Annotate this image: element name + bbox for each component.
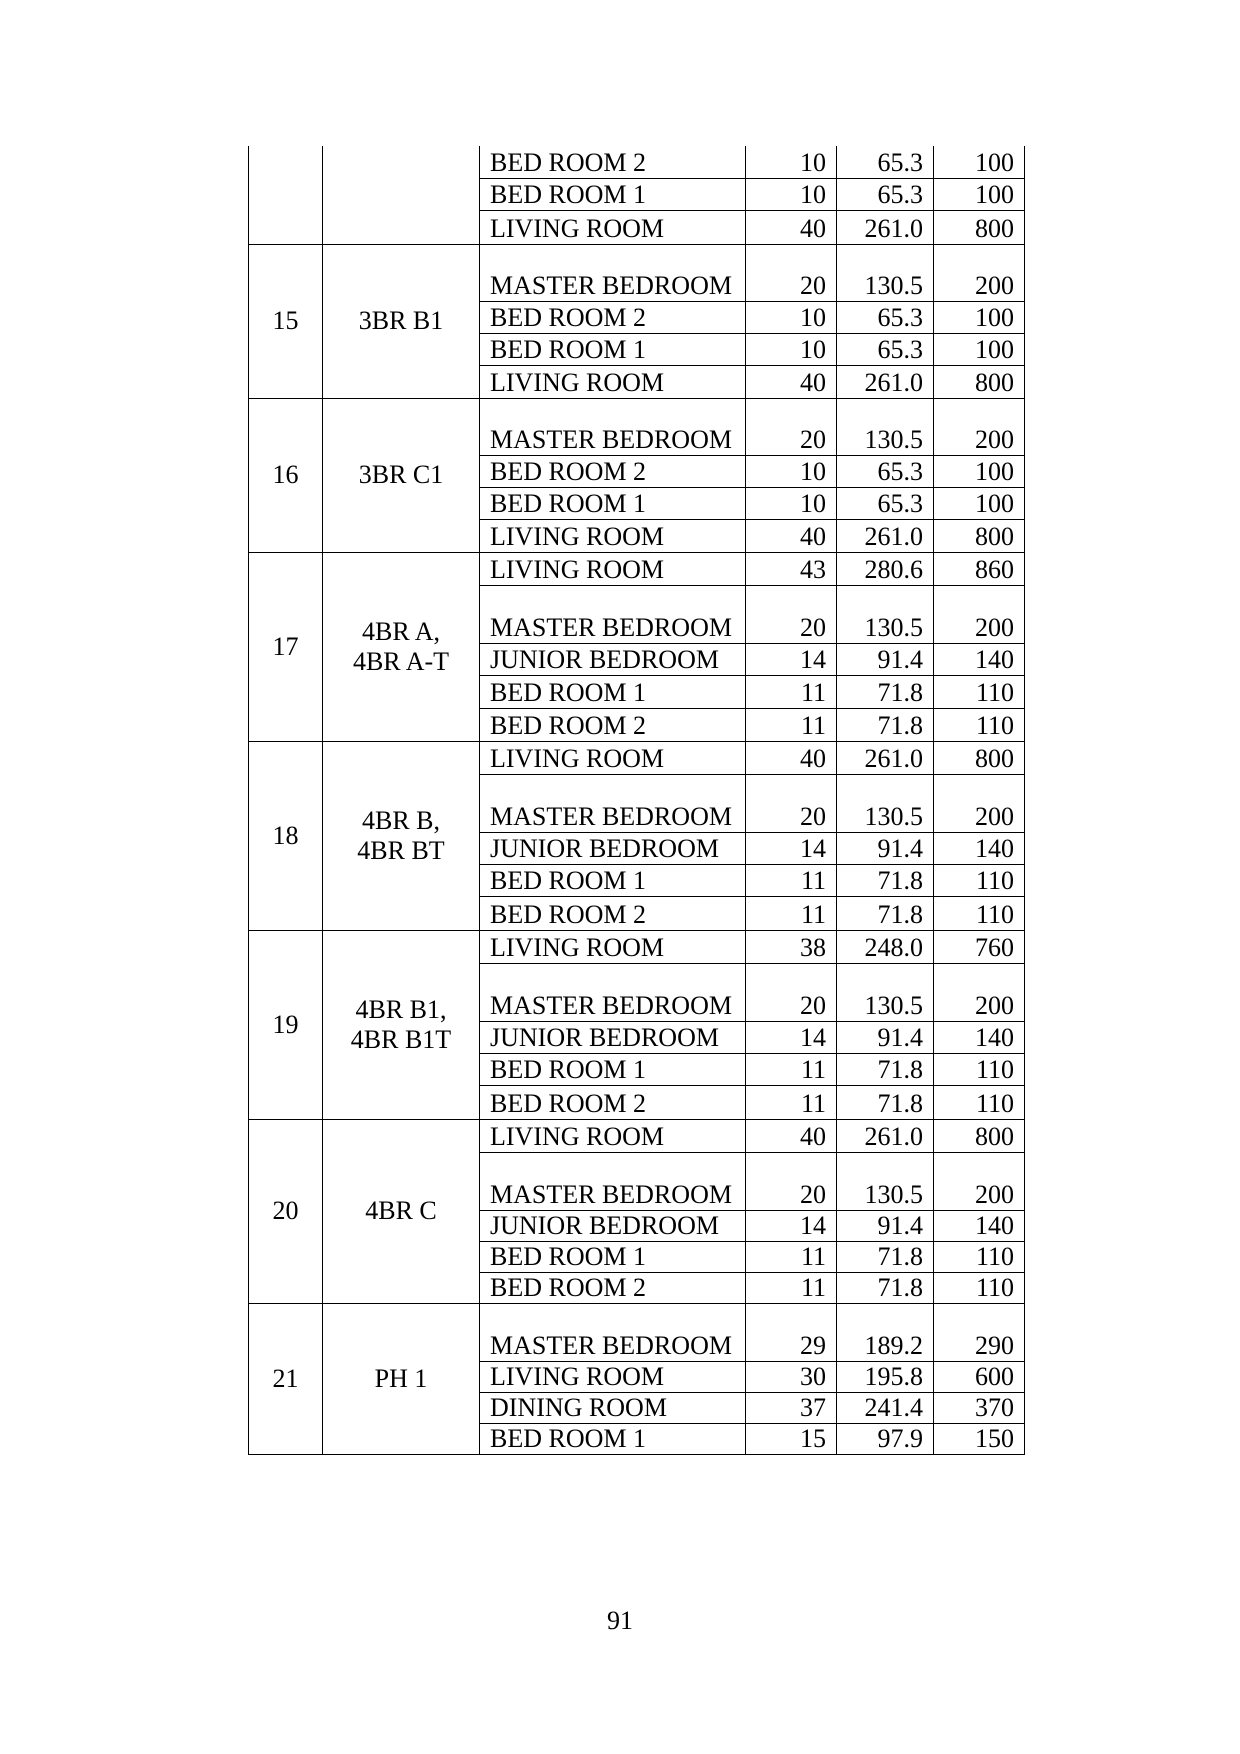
value-cell: 71.8 <box>837 1085 934 1119</box>
unit-type-cell <box>323 552 480 741</box>
room-name-cell: LIVING ROOM <box>480 930 746 963</box>
value-cell: 130.5 <box>837 585 934 643</box>
value-cell: 130.5 <box>837 963 934 1021</box>
load-cell: 370 <box>934 1392 1025 1423</box>
quantity-cell: 40 <box>746 365 837 398</box>
room-name-cell: MASTER BEDROOM <box>480 585 746 643</box>
room-name-cell: LIVING ROOM <box>480 1361 746 1392</box>
value-cell: 130.5 <box>837 244 934 301</box>
load-cell: 150 <box>934 1423 1025 1454</box>
room-name-cell: LIVING ROOM <box>480 210 746 244</box>
unit-type-line: PH 1 <box>374 1363 428 1393</box>
quantity-cell: 20 <box>746 1152 837 1210</box>
room-name-cell: MASTER BEDROOM <box>480 963 746 1021</box>
load-cell: 100 <box>934 333 1025 365</box>
load-cell: 200 <box>934 774 1025 832</box>
load-cell: 200 <box>934 585 1025 643</box>
room-name-cell: BED ROOM 1 <box>480 864 746 896</box>
room-name-cell: MASTER BEDROOM <box>480 244 746 301</box>
room-name-cell: LIVING ROOM <box>480 741 746 774</box>
room-name-cell: JUNIOR BEDROOM <box>480 1210 746 1241</box>
room-name-cell: BED ROOM 1 <box>480 1241 746 1272</box>
unit-type-cell <box>323 244 480 398</box>
quantity-cell: 40 <box>746 1119 837 1152</box>
value-cell: 71.8 <box>837 1272 934 1303</box>
unit-type-cell <box>323 930 480 1119</box>
quantity-cell: 10 <box>746 178 837 210</box>
value-cell: 261.0 <box>837 210 934 244</box>
room-name-cell: JUNIOR BEDROOM <box>480 832 746 864</box>
room-name-cell: BED ROOM 2 <box>480 1272 746 1303</box>
quantity-cell: 11 <box>746 1053 837 1085</box>
quantity-cell: 11 <box>746 708 837 741</box>
group-number-cell: 17 <box>249 552 323 741</box>
table-row <box>249 1303 1025 1361</box>
load-cell: 800 <box>934 519 1025 552</box>
room-name-cell: BED ROOM 2 <box>480 455 746 487</box>
load-cell: 760 <box>934 930 1025 963</box>
room-name-cell: MASTER BEDROOM <box>480 1152 746 1210</box>
room-name-cell: BED ROOM 2 <box>480 301 746 333</box>
quantity-cell: 14 <box>746 1210 837 1241</box>
quantity-cell: 11 <box>746 675 837 708</box>
room-name-cell: BED ROOM 2 <box>480 146 746 178</box>
room-name-cell: BED ROOM 1 <box>480 1053 746 1085</box>
room-name-cell: BED ROOM 2 <box>480 896 746 930</box>
room-name-cell: LIVING ROOM <box>480 552 746 585</box>
value-cell: 91.4 <box>837 1210 934 1241</box>
value-cell: 71.8 <box>837 1053 934 1085</box>
value-cell: 261.0 <box>837 365 934 398</box>
load-cell: 200 <box>934 1152 1025 1210</box>
load-cell: 800 <box>934 365 1025 398</box>
room-name-cell: JUNIOR BEDROOM <box>480 1021 746 1053</box>
load-cell: 100 <box>934 487 1025 519</box>
quantity-cell: 10 <box>746 487 837 519</box>
value-cell: 130.5 <box>837 1152 934 1210</box>
value-cell: 261.0 <box>837 741 934 774</box>
unit-type-line: 4BR A-T <box>352 646 450 676</box>
load-cell: 200 <box>934 398 1025 455</box>
value-cell: 91.4 <box>837 832 934 864</box>
room-name-cell: BED ROOM 1 <box>480 1423 746 1454</box>
unit-type-line: 4BR B1, <box>355 994 447 1024</box>
load-cell: 110 <box>934 864 1025 896</box>
load-cell: 290 <box>934 1303 1025 1361</box>
value-cell: 261.0 <box>837 519 934 552</box>
load-cell: 110 <box>934 896 1025 930</box>
room-name-cell: LIVING ROOM <box>480 519 746 552</box>
value-cell: 65.3 <box>837 487 934 519</box>
unit-type-cell <box>323 741 480 930</box>
load-cell: 110 <box>934 708 1025 741</box>
quantity-cell: 40 <box>746 210 837 244</box>
room-name-cell: BED ROOM 2 <box>480 1085 746 1119</box>
value-cell: 65.3 <box>837 333 934 365</box>
table-row <box>249 930 1025 963</box>
table-row <box>249 552 1025 585</box>
quantity-cell: 30 <box>746 1361 837 1392</box>
unit-type-cell <box>323 398 480 552</box>
room-name-cell: JUNIOR BEDROOM <box>480 643 746 675</box>
unit-type-line: 4BR C <box>365 1196 437 1225</box>
load-cell: 110 <box>934 1272 1025 1303</box>
lighting-load-table <box>248 146 1025 1455</box>
group-number-cell: 20 <box>249 1119 323 1303</box>
quantity-cell: 14 <box>746 643 837 675</box>
room-name-cell: LIVING ROOM <box>480 365 746 398</box>
quantity-cell: 20 <box>746 963 837 1021</box>
room-name-cell: BED ROOM 2 <box>480 708 746 741</box>
value-cell: 91.4 <box>837 643 934 675</box>
load-cell: 100 <box>934 455 1025 487</box>
load-cell: 100 <box>934 301 1025 333</box>
value-cell: 261.0 <box>837 1119 934 1152</box>
table-row <box>249 741 1025 774</box>
value-cell: 65.3 <box>837 455 934 487</box>
room-name-cell: MASTER BEDROOM <box>480 398 746 455</box>
room-name-cell: DINING ROOM <box>480 1392 746 1423</box>
group-number-cell: 15 <box>249 244 323 398</box>
load-cell: 140 <box>934 1210 1025 1241</box>
unit-type-line: 4BR BT <box>357 835 445 865</box>
quantity-cell: 15 <box>746 1423 837 1454</box>
quantity-cell: 11 <box>746 896 837 930</box>
load-cell: 140 <box>934 643 1025 675</box>
load-cell: 140 <box>934 832 1025 864</box>
quantity-cell: 40 <box>746 741 837 774</box>
quantity-cell: 40 <box>746 519 837 552</box>
load-cell: 200 <box>934 963 1025 1021</box>
quantity-cell: 10 <box>746 301 837 333</box>
quantity-cell: 11 <box>746 1272 837 1303</box>
value-cell: 130.5 <box>837 398 934 455</box>
quantity-cell: 10 <box>746 333 837 365</box>
quantity-cell: 10 <box>746 455 837 487</box>
table-row <box>249 146 1025 178</box>
unit-type-line: 3BR C1 <box>358 460 444 489</box>
load-cell: 110 <box>934 1085 1025 1119</box>
quantity-cell: 11 <box>746 1241 837 1272</box>
value-cell: 189.2 <box>837 1303 934 1361</box>
load-cell: 110 <box>934 1053 1025 1085</box>
quantity-cell: 14 <box>746 1021 837 1053</box>
table-row <box>249 398 1025 455</box>
page-number: 91 <box>607 1606 633 1635</box>
load-cell: 140 <box>934 1021 1025 1053</box>
value-cell: 65.3 <box>837 301 934 333</box>
table-row <box>249 244 1025 301</box>
group-number-cell: 16 <box>249 398 323 552</box>
value-cell: 65.3 <box>837 146 934 178</box>
load-cell: 200 <box>934 244 1025 301</box>
load-cell: 600 <box>934 1361 1025 1392</box>
group-number-cell: 18 <box>249 741 323 930</box>
value-cell: 97.9 <box>837 1423 934 1454</box>
value-cell: 71.8 <box>837 896 934 930</box>
quantity-cell: 20 <box>746 244 837 301</box>
quantity-cell: 14 <box>746 832 837 864</box>
quantity-cell: 29 <box>746 1303 837 1361</box>
room-name-cell: BED ROOM 1 <box>480 487 746 519</box>
unit-type-line: 3BR B1 <box>358 306 444 335</box>
unit-type-cell <box>323 1303 480 1454</box>
value-cell: 241.4 <box>837 1392 934 1423</box>
value-cell: 91.4 <box>837 1021 934 1053</box>
value-cell: 65.3 <box>837 178 934 210</box>
quantity-cell: 11 <box>746 1085 837 1119</box>
load-cell: 860 <box>934 552 1025 585</box>
quantity-cell: 11 <box>746 864 837 896</box>
group-number-cell <box>249 146 323 244</box>
table-row <box>249 1119 1025 1152</box>
quantity-cell: 20 <box>746 774 837 832</box>
unit-type-line: 4BR B, <box>361 805 441 835</box>
load-cell: 800 <box>934 741 1025 774</box>
room-name-cell: MASTER BEDROOM <box>480 1303 746 1361</box>
value-cell: 280.6 <box>837 552 934 585</box>
unit-type-line: 4BR A, <box>361 616 441 646</box>
load-cell: 100 <box>934 178 1025 210</box>
value-cell: 71.8 <box>837 1241 934 1272</box>
load-cell: 100 <box>934 146 1025 178</box>
load-cell: 800 <box>934 1119 1025 1152</box>
value-cell: 130.5 <box>837 774 934 832</box>
quantity-cell: 38 <box>746 930 837 963</box>
room-name-cell: BED ROOM 1 <box>480 333 746 365</box>
quantity-cell: 37 <box>746 1392 837 1423</box>
quantity-cell: 20 <box>746 585 837 643</box>
unit-type-cell <box>323 146 480 244</box>
group-number-cell: 21 <box>249 1303 323 1454</box>
load-cell: 110 <box>934 675 1025 708</box>
unit-type-cell <box>323 1119 480 1303</box>
load-cell: 800 <box>934 210 1025 244</box>
room-name-cell: BED ROOM 1 <box>480 178 746 210</box>
value-cell: 195.8 <box>837 1361 934 1392</box>
quantity-cell: 10 <box>746 146 837 178</box>
room-name-cell: LIVING ROOM <box>480 1119 746 1152</box>
room-name-cell: MASTER BEDROOM <box>480 774 746 832</box>
unit-type-line: 4BR B1T <box>350 1024 452 1054</box>
quantity-cell: 43 <box>746 552 837 585</box>
value-cell: 71.8 <box>837 675 934 708</box>
value-cell: 71.8 <box>837 708 934 741</box>
load-cell: 110 <box>934 1241 1025 1272</box>
value-cell: 71.8 <box>837 864 934 896</box>
table-body <box>249 146 1025 1454</box>
group-number-cell: 19 <box>249 930 323 1119</box>
room-name-cell: BED ROOM 1 <box>480 675 746 708</box>
quantity-cell: 20 <box>746 398 837 455</box>
value-cell: 248.0 <box>837 930 934 963</box>
